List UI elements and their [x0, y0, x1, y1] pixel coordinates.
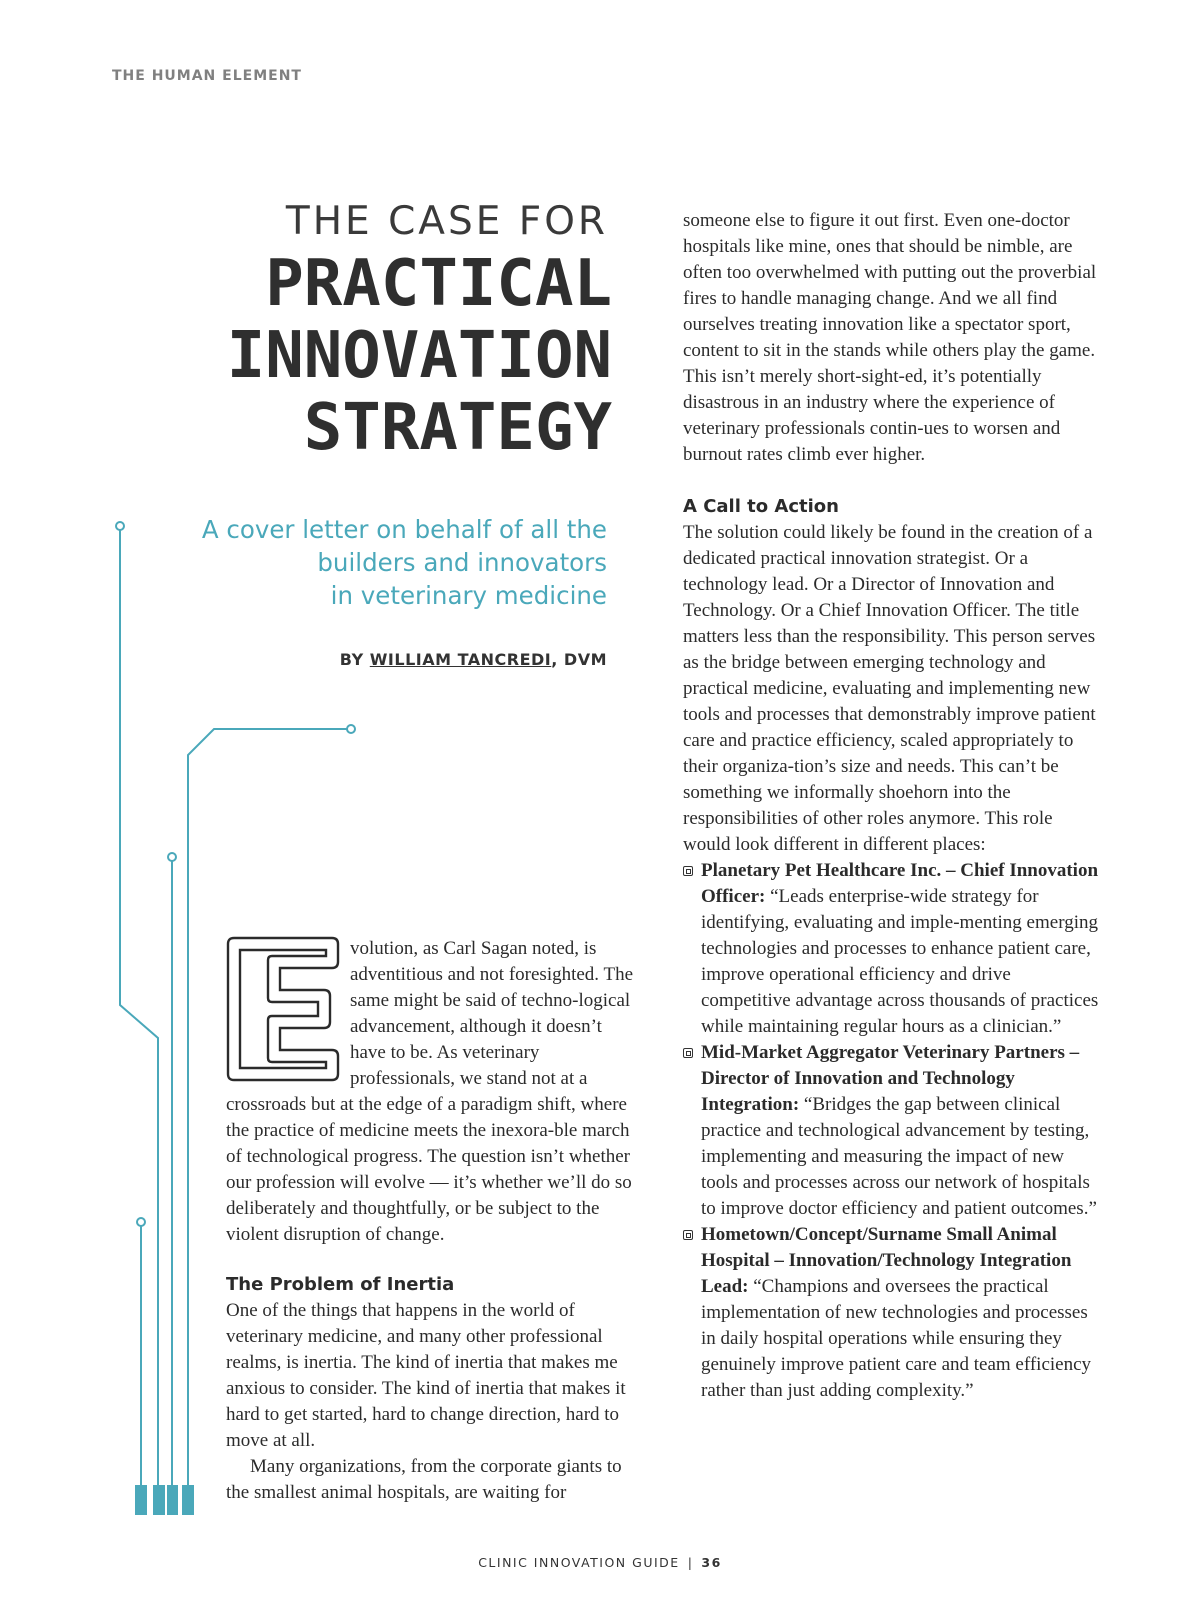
- title-line-1: PRACTICAL: [265, 247, 612, 321]
- role-description: “Bridges the gap between clinical practice and technological advancement by testing, implementing and measuring the impact of new tools and processes across our network of hospitals to improve doctor efficiency and patient outcomes.”: [701, 1094, 1097, 1219]
- right-column: [683, 208, 1103, 1404]
- circuit-bar-2: [153, 1485, 165, 1515]
- role-description: “Leads enterprise-wide strategy for identifying, evaluating and imple-menting emerging technologies and processes to enhance patient care, improve operational efficiency and drive competitive advantage across thousands of practices while maintaining regular hours as a clinician.”: [701, 886, 1099, 1037]
- role-title: Planetary Pet Healthcare Inc. – Chief Innovation Officer:: [701, 860, 1099, 907]
- page-number: 36: [701, 1555, 722, 1570]
- footer-separator: |: [687, 1555, 694, 1570]
- subtitle-line-1: A cover letter on behalf of all the: [201, 515, 607, 544]
- inertia-paragraph-2-continued: someone else to figure it out first. Even one-doctor hospitals like mine, ones that should be nimble, are often too overwhelmed with putting out the proverbial fires to handle managing change. And we all find ourselves treating innovation like a spectator sport, content to sit in the stands while others play the game. This isn’t merely short-sight-ed, it’s potentially disastrous in an industry where the experience of veterinary professionals contin-ues to worsen and burnout rates climb ever higher.: [683, 210, 1097, 465]
- circuit-node-1: [116, 522, 124, 530]
- section-label: THE HUMAN ELEMENT: [112, 68, 302, 84]
- square-bullet-icon: [683, 866, 693, 876]
- page-footer: [0, 1555, 1200, 1570]
- circuit-node-4: [137, 1218, 145, 1226]
- title-line-2: INNOVATION: [226, 319, 612, 393]
- title-kicker: THE CASE FOR: [285, 199, 608, 244]
- inertia-paragraph-2: Many organizations, from the corporate giants to the smallest animal hospitals, are waiting for: [226, 1456, 622, 1503]
- circuit-bar-3: [167, 1485, 178, 1515]
- role-title: Hometown/Concept/Surname Small Animal Hospital – Innovation/Technology Integration Lead:: [701, 1224, 1072, 1297]
- section-heading-inertia: The Problem of Inertia: [226, 1274, 455, 1295]
- publication-name: CLINIC INNOVATION GUIDE: [478, 1555, 680, 1570]
- circuit-node-2: [347, 725, 355, 733]
- list-item: [683, 858, 1103, 1040]
- role-description: “Champions and oversees the practical implementation of new technologies and processes in daily hospital operations while ensuring they genuinely improve patient care and team efficiency rather than just adding complexity.”: [701, 1276, 1092, 1401]
- list-item: [683, 1222, 1103, 1404]
- author-link[interactable]: WILLIAM TANCREDI: [369, 650, 552, 669]
- drop-cap-e-icon: [226, 936, 344, 1082]
- intro-paragraph: volution, as Carl Sagan noted, is adventitious and not foresighted. The same might be said of techno-logical advancement, although it doesn’t have to be. As veterinary professionals, we stand not at a crossroads but at the edge of a paradigm shift, where the practice of medicine meets the inexora-ble march of technological progress. The question isn’t whether our profession will evolve — it’s whether we’ll do so deliberately and thoughtfully, or be subject to the violent disruption of change.: [226, 938, 634, 1245]
- role-title: Mid-Market Aggregator Veterinary Partners – Director of Innovation and Technology Integration:: [701, 1042, 1080, 1115]
- square-bullet-icon: [683, 1230, 693, 1240]
- subtitle-line-3: in veterinary medicine: [330, 581, 607, 610]
- byline-suffix: , DVM: [551, 650, 607, 669]
- role-examples-list: [683, 858, 1103, 1404]
- byline-prefix: BY: [339, 650, 364, 669]
- left-column: [226, 936, 638, 1506]
- section-heading-call-to-action: A Call to Action: [683, 496, 839, 517]
- circuit-line-1: [120, 530, 158, 1485]
- circuit-bar-4: [182, 1485, 194, 1515]
- square-bullet-icon: [683, 1048, 693, 1058]
- inertia-paragraph-1: One of the things that happens in the world of veterinary medicine, and many other professional realms, is inertia. The kind of inertia that makes me anxious to consider. The kind of inertia that makes it hard to get started, hard to change direction, hard to move at all.: [226, 1300, 626, 1451]
- circuit-node-3: [168, 853, 176, 861]
- list-item: [683, 1040, 1103, 1222]
- circuit-bar-1: [135, 1485, 147, 1515]
- call-to-action-paragraph: The solution could likely be found in the creation of a dedicated practical innovation strategist. Or a technology lead. Or a Director of Innovation and Technology. Or a Chief Innovation Officer. The title matters less than the responsibility. This person serves as the bridge between emerging technology and practical medicine, evaluating and implementing new tools and processes that demonstrably improve patient care and practice efficiency, scaled appropriately to their organiza-tion’s size and needs. This can’t be something we informally shoehorn into the responsibilities of other roles anymore. This role would look different in different places:: [683, 522, 1096, 855]
- subtitle-line-2: builders and innovators: [317, 548, 607, 577]
- title-line-3: STRATEGY: [303, 391, 612, 465]
